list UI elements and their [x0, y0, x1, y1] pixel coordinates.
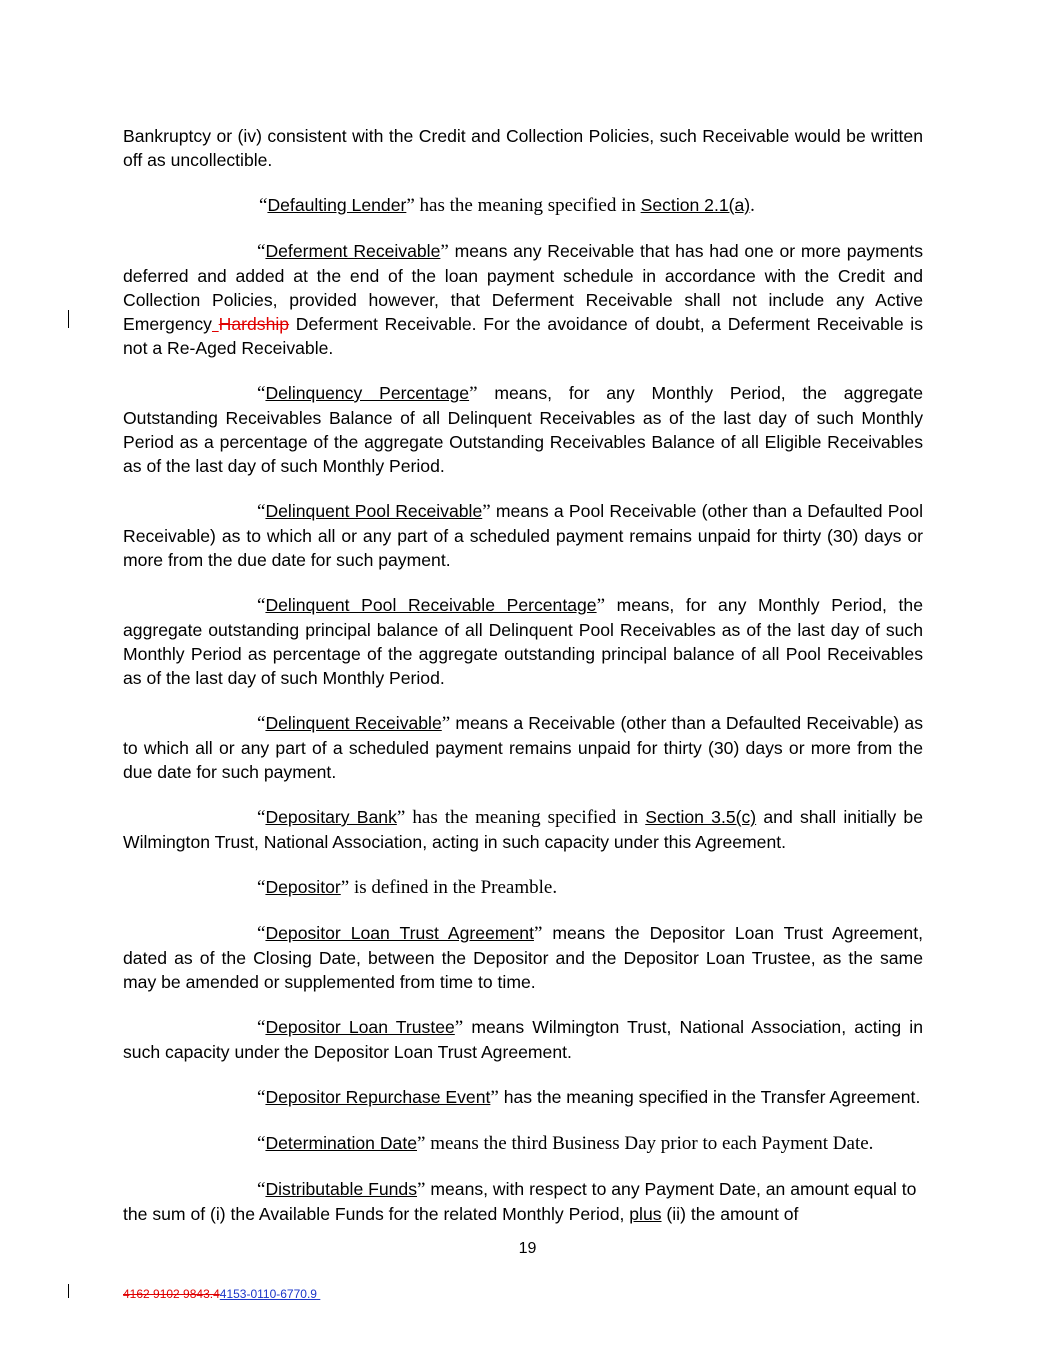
close-quote: ”: [469, 383, 478, 404]
close-quote: ”: [482, 501, 491, 522]
definition-depositor-loan-trust-agreement: [123, 921, 923, 994]
paragraph-text: Bankruptcy or (iv) consistent with the Credit and Collection Policies, such Receivable would be written off as uncollectible.: [123, 126, 923, 170]
definition-text: (ii) the amount of: [661, 1204, 799, 1224]
definition-determination-date: [123, 1131, 923, 1156]
close-quote: ”: [417, 1179, 426, 1200]
open-quote: “: [257, 923, 266, 944]
close-quote: ”: [396, 807, 406, 828]
definition-deferment-receivable: [123, 239, 923, 360]
definition-distributable-funds: [123, 1177, 923, 1226]
definition-text: Deferment Receivable. For the avoidance of doubt, a Deferment Receivable is not a Re-Aged Receivable.: [123, 314, 923, 358]
open-quote: “: [257, 501, 266, 522]
definition-defaulting-lender: [123, 193, 923, 218]
definition-delinquent-receivable: [123, 711, 923, 784]
close-quote: ”: [406, 195, 415, 216]
page-number: 19: [518, 1240, 537, 1257]
definition-text: means any Receivable that has had one or more payments deferred and added at the end of the loan payment schedule in accordance with the Credit and Collection Policies, provided however, that Deferment Receivable shall not include any Active Emergency: [123, 241, 923, 334]
definition-text: .: [750, 195, 755, 216]
open-quote: “: [257, 1179, 266, 1200]
defined-term: Depositary Bank: [265, 807, 397, 827]
definition-depositary-bank: [123, 805, 923, 854]
open-quote: “: [257, 1017, 266, 1038]
open-quote: “: [259, 195, 268, 216]
definition-depositor: [123, 875, 923, 900]
definition-depositor-repurchase-event: [123, 1085, 923, 1110]
definition-text: is defined in the Preamble.: [349, 877, 558, 898]
defined-term: Delinquency Percentage: [265, 383, 470, 403]
emphasized-term: plus: [629, 1204, 662, 1224]
defined-term: Determination Date: [265, 1133, 418, 1153]
definition-text: means a Pool Receivable (other than a Defaulted Pool Receivable) as to which all or any part of a scheduled payment remains unpaid for thirty (30) days or more from the due date for such payment.: [123, 501, 923, 570]
open-quote: “: [257, 595, 266, 616]
inserted-document-id: 4153-0110-6770.9: [219, 1287, 317, 1301]
defined-term: Distributable Funds: [265, 1179, 418, 1199]
open-quote: “: [257, 1133, 266, 1154]
paragraph-continuation: [123, 124, 923, 172]
defined-term: Delinquent Pool Receivable: [265, 501, 483, 521]
open-quote: “: [257, 713, 266, 734]
definition-depositor-loan-trustee: [123, 1015, 923, 1064]
defined-term: Depositor Repurchase Event: [265, 1087, 491, 1107]
deleted-document-id: 4162 9102 9843.4: [123, 1287, 220, 1301]
definition-delinquency-percentage: [123, 381, 923, 478]
definition-text: means, for any Monthly Period, the aggregate Outstanding Receivables Balance of all Delinquent Receivables as of the last day of such Monthly Period as a percentage of the aggregate Outstanding Receivables Balance of all Eligible Receivables as of the last day of such Monthly Period.: [123, 383, 924, 476]
definition-text: means the Depositor Loan Trust Agreement, dated as of the Closing Date, between the Depositor and the Depositor Loan Trustee, as the same may be amended or supplemented from time to time.: [123, 923, 923, 992]
inserted-space: [317, 1287, 320, 1301]
defined-term: Deferment Receivable: [265, 241, 441, 261]
close-quote: ”: [533, 923, 543, 944]
definition-text: means, with respect to any Payment Date, an amount equal to the sum of (i) the Available Funds for the related Monthly Period,: [123, 1179, 917, 1224]
definition-delinquent-pool-receivable: [123, 499, 923, 572]
open-quote: “: [257, 383, 266, 404]
document-id-footer: [123, 1287, 320, 1301]
defined-term: Depositor Loan Trust Agreement: [265, 923, 534, 943]
deleted-text: Hardship: [218, 314, 290, 334]
section-reference: Section 2.1(a): [640, 195, 751, 215]
close-quote: ”: [441, 713, 451, 734]
close-quote: ”: [440, 241, 449, 262]
revision-bar: [68, 310, 69, 328]
definition-text: has the meaning specified in: [405, 807, 646, 828]
definition-text: means the third Business Day prior to each Payment Date.: [425, 1133, 874, 1154]
close-quote: ”: [454, 1017, 464, 1038]
defined-term: Delinquent Receivable: [265, 713, 442, 733]
definition-text: means a Receivable (other than a Defaulted Receivable) as to which all or any part of a scheduled payment remains unpaid for thirty (30) days or more from the due date for such payment.: [123, 713, 923, 782]
close-quote: ”: [490, 1087, 499, 1108]
defined-term: Delinquent Pool Receivable Percentage: [265, 595, 597, 615]
defined-term: Depositor: [265, 877, 341, 897]
open-quote: “: [257, 1087, 266, 1108]
definition-text: and shall initially be Wilmington Trust, National Association, acting in such capacity under this Agreement.: [123, 807, 923, 852]
definition-delinquent-pool-receivable-percentage: [123, 593, 923, 690]
open-quote: “: [257, 807, 266, 828]
revision-bar: [68, 1284, 69, 1298]
section-reference: Section 3.5(c): [645, 807, 757, 827]
open-quote: “: [257, 241, 266, 262]
document-body: [123, 124, 923, 1247]
definition-text: means Wilmington Trust, National Association, acting in such capacity under the Depositor Loan Trust Agreement.: [123, 1017, 923, 1062]
definition-text: has the meaning specified in: [414, 195, 641, 216]
defined-term: Defaulting Lender: [267, 195, 407, 215]
close-quote: ”: [596, 595, 606, 616]
close-quote: ”: [417, 1133, 426, 1154]
defined-term: Depositor Loan Trustee: [265, 1017, 455, 1037]
definition-text: has the meaning specified in the Transfer Agreement.: [498, 1087, 921, 1107]
close-quote: ”: [340, 877, 350, 898]
definition-text: means, for any Monthly Period, the aggregate outstanding principal balance of all Delinquent Pool Receivables as of the last day of such Monthly Period as percentage of the aggregate outstanding principal balance of all Pool Receivables as of the last day of such Monthly Period.: [123, 595, 923, 688]
open-quote: “: [257, 877, 266, 898]
inserted-space: [212, 314, 219, 334]
